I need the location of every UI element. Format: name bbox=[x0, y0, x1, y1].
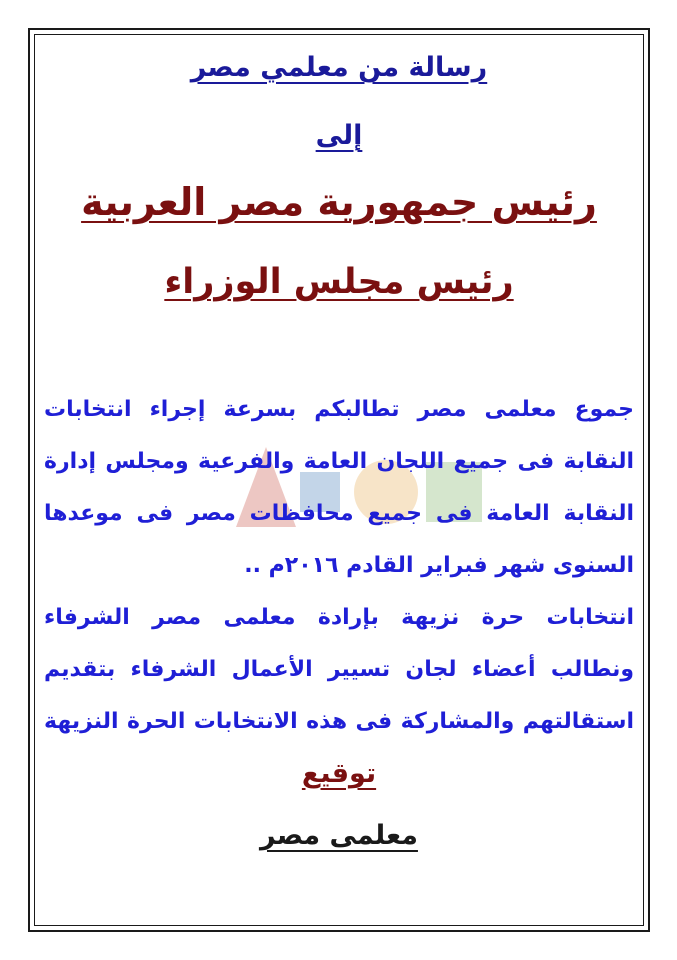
to-line-text: إلى bbox=[315, 120, 363, 151]
body-line: ونطالب أعضاء لجان تسيير الأعمال الشرفاء بتقديم bbox=[44, 657, 634, 682]
signature-name-text: معلمى مصر bbox=[260, 820, 418, 851]
from-line bbox=[40, 52, 638, 83]
signature-label bbox=[40, 758, 638, 789]
addressee-pm-text: رئيس مجلس الوزراء bbox=[164, 262, 514, 302]
body-line: السنوى شهر فبراير القادم ٢٠١٦م .. bbox=[244, 553, 634, 578]
body-line: انتخابات حرة نزيهة بإرادة معلمى مصر الشرفاء bbox=[44, 605, 634, 630]
signature-name bbox=[40, 820, 638, 851]
body-line: النقابة فى جميع اللجان العامة والفرعية ومجلس إدارة bbox=[44, 449, 634, 474]
to-line bbox=[40, 120, 638, 151]
signature-label-text: توقيع bbox=[301, 758, 377, 789]
addressee-president bbox=[40, 180, 638, 224]
from-line-text: رسالة من معلمي مصر bbox=[190, 52, 488, 83]
body-line: النقابة العامة فى جميع محافظات مصر فى موعدها bbox=[44, 501, 634, 526]
addressee-pm bbox=[40, 262, 638, 302]
body-line: استقالتهم والمشاركة فى هذه الانتخابات الحرة النزيهة bbox=[44, 709, 634, 734]
letter-body bbox=[44, 384, 634, 748]
body-line: جموع معلمى مصر تطالبكم بسرعة إجراء انتخابات bbox=[44, 397, 634, 422]
addressee-president-text: رئيس جمهورية مصر العربية bbox=[81, 180, 597, 224]
